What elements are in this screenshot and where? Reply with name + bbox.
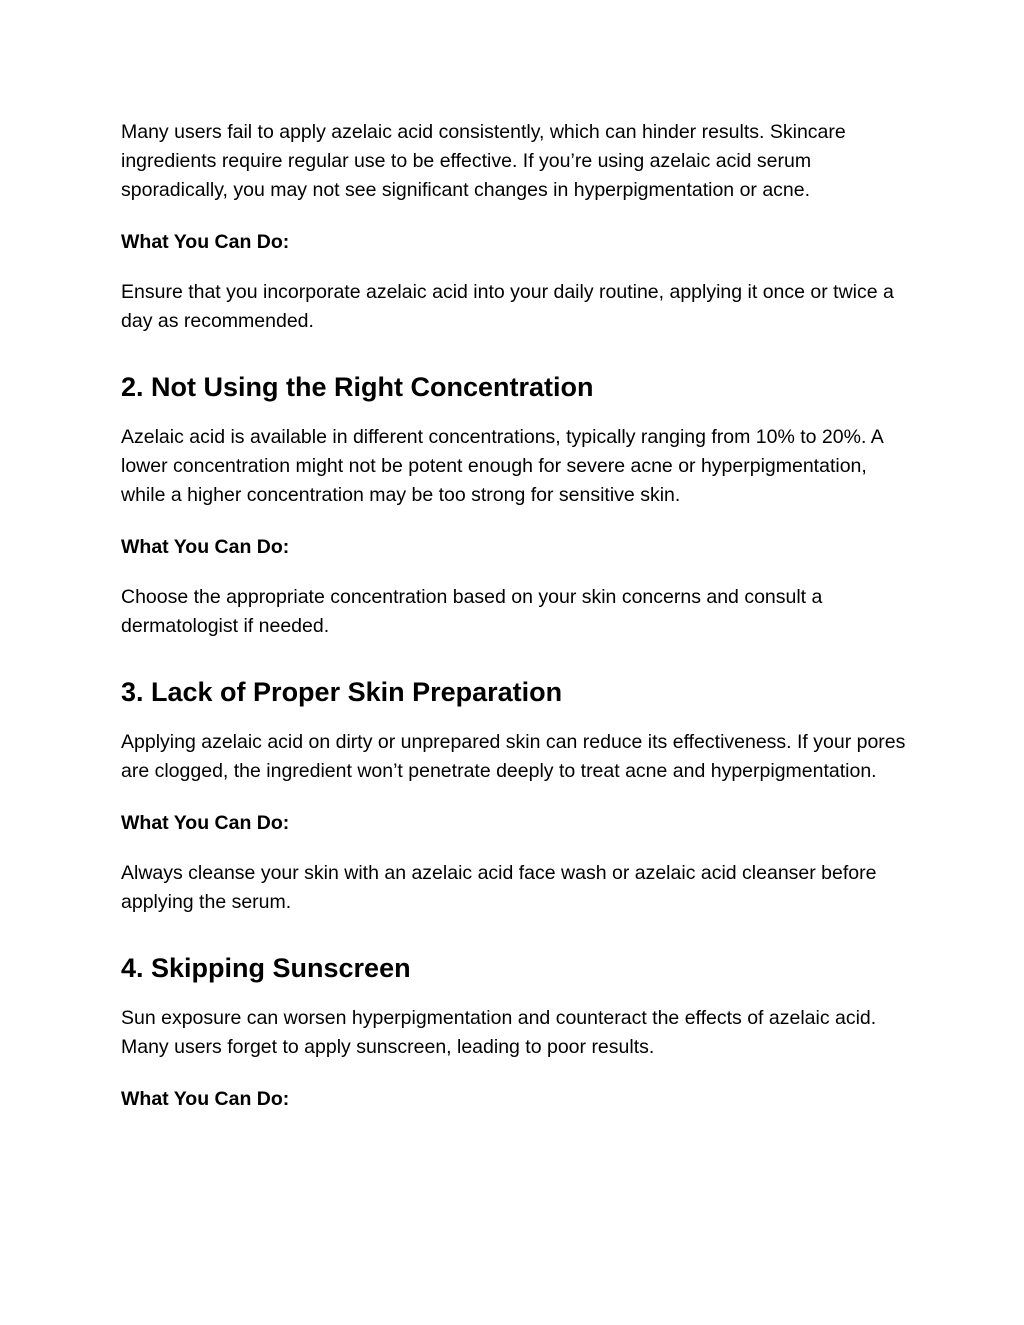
section-heading-skin-preparation: 3. Lack of Proper Skin Preparation — [121, 677, 563, 707]
section-paragraph-sunscreen: Sun exposure can worsen hyperpigmentation and counteract the effects of azelaic acid. Many users forget to apply sunscreen, leading to poor results. — [121, 1007, 877, 1058]
section-paragraph-concentration: Azelaic acid is available in different concentrations, typically ranging from 10% to 20%. A lower concentration might not be potent enough for severe acne or hyperpigmentation, while a higher concentration may be too strong for sensitive skin. — [121, 426, 883, 506]
intro-what-you-can-do-label: What You Can Do: — [121, 231, 290, 253]
section-label-concentration: What You Can Do: — [121, 536, 290, 558]
intro-paragraph: Many users fail to apply azelaic acid consistently, which can hinder results. Skincare ingredients require regular use to be effective. If you’re using azelaic acid serum sporadically, you may not see significant changes in hyperpigmentation or acne. — [121, 121, 846, 201]
section-label-skin-preparation: What You Can Do: — [121, 812, 290, 834]
section-heading-sunscreen: 4. Skipping Sunscreen — [121, 953, 411, 983]
section-action-skin-preparation: Always cleanse your skin with an azelaic acid face wash or azelaic acid cleanser before applying the serum. — [121, 862, 877, 913]
section-heading-concentration: 2. Not Using the Right Concentration — [121, 372, 594, 402]
document-page — [121, 118, 911, 1114]
section-action-concentration: Choose the appropriate concentration based on your skin concerns and consult a dermatologist if needed. — [121, 586, 823, 637]
section-paragraph-skin-preparation: Applying azelaic acid on dirty or unprepared skin can reduce its effectiveness. If your pores are clogged, the ingredient won’t penetrate deeply to treat acne and hyperpigmentation. — [121, 731, 906, 782]
section-label-sunscreen: What You Can Do: — [121, 1088, 290, 1110]
intro-action-paragraph: Ensure that you incorporate azelaic acid into your daily routine, applying it once or twice a day as recommended. — [121, 281, 894, 332]
